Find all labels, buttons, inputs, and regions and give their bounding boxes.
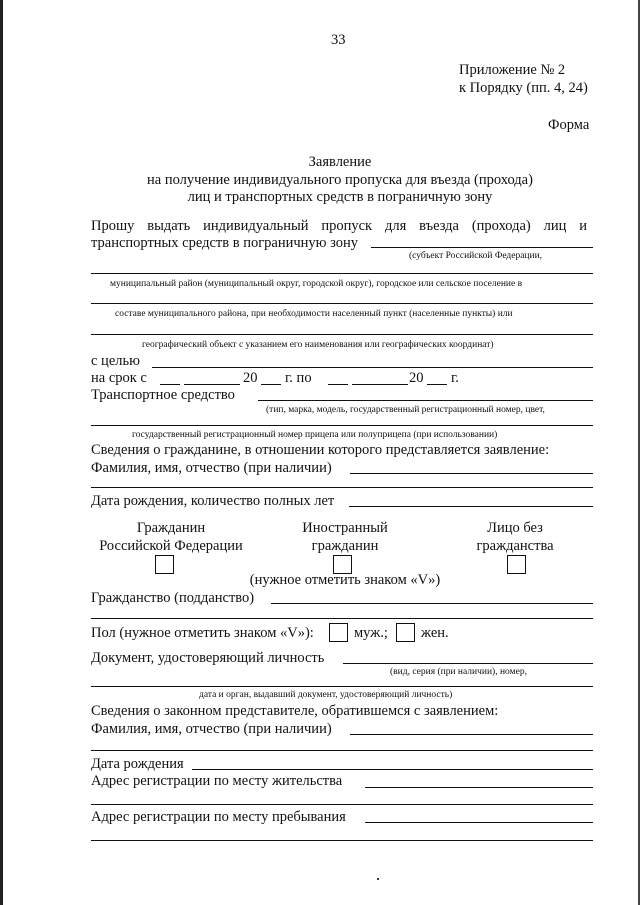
checkbox-female[interactable]: [396, 623, 415, 642]
stay-address-field-2[interactable]: [91, 840, 593, 841]
residence-address-field[interactable]: [365, 787, 593, 788]
document-hint-2: дата и орган, выдавший документ, удостоверяющий личность): [199, 690, 453, 700]
period-to-month[interactable]: [352, 384, 408, 385]
representative-birth-label: Дата рождения: [91, 756, 184, 772]
citizen-birth-label: Дата рождения, количество полных лет: [91, 493, 335, 509]
sex-female-label: жен.: [421, 625, 449, 641]
hint-settlement: составе муниципального района, при необходимости населенный пункт (населенные пункты) или: [115, 309, 513, 319]
purpose-field[interactable]: [152, 367, 593, 368]
citizenship-label: Гражданство (подданство): [91, 590, 255, 606]
representative-birth-field[interactable]: [192, 769, 593, 770]
scan-edge-left: [0, 0, 3, 905]
representative-fio-field[interactable]: [350, 734, 593, 735]
title-statement: Заявление: [308, 154, 372, 170]
checkbox-rf-citizen[interactable]: [155, 555, 174, 574]
hint-geo: географический объект с указанием его наименования или географических координат): [142, 340, 494, 350]
document-hint-1: (вид, серия (при наличии), номер,: [390, 667, 527, 677]
period-to-year[interactable]: [427, 384, 447, 385]
vehicle-field-2[interactable]: [91, 425, 593, 426]
period-from-month[interactable]: [184, 384, 240, 385]
period-prefix: на срок с: [91, 370, 147, 386]
period-year-2: 20: [409, 370, 424, 386]
title-line-3: лиц и транспортных средств в пограничную зону: [187, 189, 493, 205]
period-from-year[interactable]: [261, 384, 281, 385]
purpose-label: с целью: [91, 353, 140, 369]
citizen-fio-field-2[interactable]: [91, 487, 593, 488]
residence-address-label: Адрес регистрации по месту жительства: [91, 773, 343, 789]
request-line-1: Прошу выдать индивидуальный пропуск для въезда (прохода) лиц и: [91, 218, 587, 234]
category-rf-line-2: Российской Федерации: [99, 538, 243, 554]
category-rf-line-1: Гражданин: [136, 520, 206, 536]
border-zone-field-2[interactable]: [91, 273, 593, 274]
vehicle-field[interactable]: [258, 400, 593, 401]
vehicle-label: Транспортное средство: [91, 387, 235, 403]
representative-fio-label: Фамилия, имя, отчество (при наличии): [91, 721, 332, 737]
sex-label: Пол (нужное отметить знаком «V»):: [91, 625, 314, 641]
scan-speck: [377, 878, 379, 880]
category-stateless-line-1: Лицо без: [487, 520, 543, 536]
appendix-label: Приложение № 2: [459, 62, 566, 78]
border-zone-field-3[interactable]: [91, 303, 593, 304]
period-g-end: г.: [451, 370, 459, 386]
category-foreign-line-2: гражданин: [311, 538, 379, 554]
document-field-2[interactable]: [91, 686, 593, 687]
citizenship-field[interactable]: [271, 603, 593, 604]
title-line-2: на получение индивидуального пропуска для въезда (прохода): [147, 172, 533, 188]
citizenship-field-2[interactable]: [91, 618, 593, 619]
border-zone-field-4[interactable]: [91, 334, 593, 335]
order-reference: к Порядку (пп. 4, 24): [459, 80, 588, 96]
mark-note: (нужное отметить знаком «V»): [249, 572, 441, 588]
stay-address-label: Адрес регистрации по месту пребывания: [91, 809, 346, 825]
request-line-2: транспортных средств в пограничную зону: [91, 235, 359, 251]
border-zone-field[interactable]: [371, 247, 593, 248]
page-number: 33: [331, 32, 346, 48]
hint-subject: (субъект Российской Федерации,: [409, 251, 543, 261]
period-to-day[interactable]: [328, 384, 348, 385]
period-year-1: 20: [243, 370, 258, 386]
representative-fio-field-2[interactable]: [91, 750, 593, 751]
citizen-fio-field[interactable]: [350, 473, 593, 474]
form-label: Форма: [548, 117, 590, 133]
document-label: Документ, удостоверяющий личность: [91, 650, 325, 666]
hint-municipal: муниципальный район (муниципальный округ, городской округ), городское или сельское поселение в: [110, 279, 523, 289]
document-field[interactable]: [343, 663, 593, 664]
checkbox-stateless[interactable]: [507, 555, 526, 574]
period-g-po: г. по: [285, 370, 312, 386]
category-foreign-line-1: Иностранный: [302, 520, 388, 536]
category-stateless-line-2: гражданства: [476, 538, 554, 554]
vehicle-hint-2: государственный регистрационный номер прицепа или полуприцепа (при использовании): [132, 430, 498, 440]
citizen-section-title: Сведения о гражданине, в отношении которого представляется заявление:: [91, 442, 550, 458]
representative-section-title: Сведения о законном представителе, обратившемся с заявлением:: [91, 703, 499, 719]
period-from-day[interactable]: [160, 384, 180, 385]
citizen-birth-field[interactable]: [349, 506, 593, 507]
sex-male-label: муж.;: [354, 625, 388, 641]
citizen-fio-label: Фамилия, имя, отчество (при наличии): [91, 460, 332, 476]
checkbox-male[interactable]: [329, 623, 348, 642]
stay-address-field[interactable]: [365, 822, 593, 823]
vehicle-hint-1: (тип, марка, модель, государственный регистрационный номер, цвет,: [266, 405, 545, 415]
residence-address-field-2[interactable]: [91, 804, 593, 805]
